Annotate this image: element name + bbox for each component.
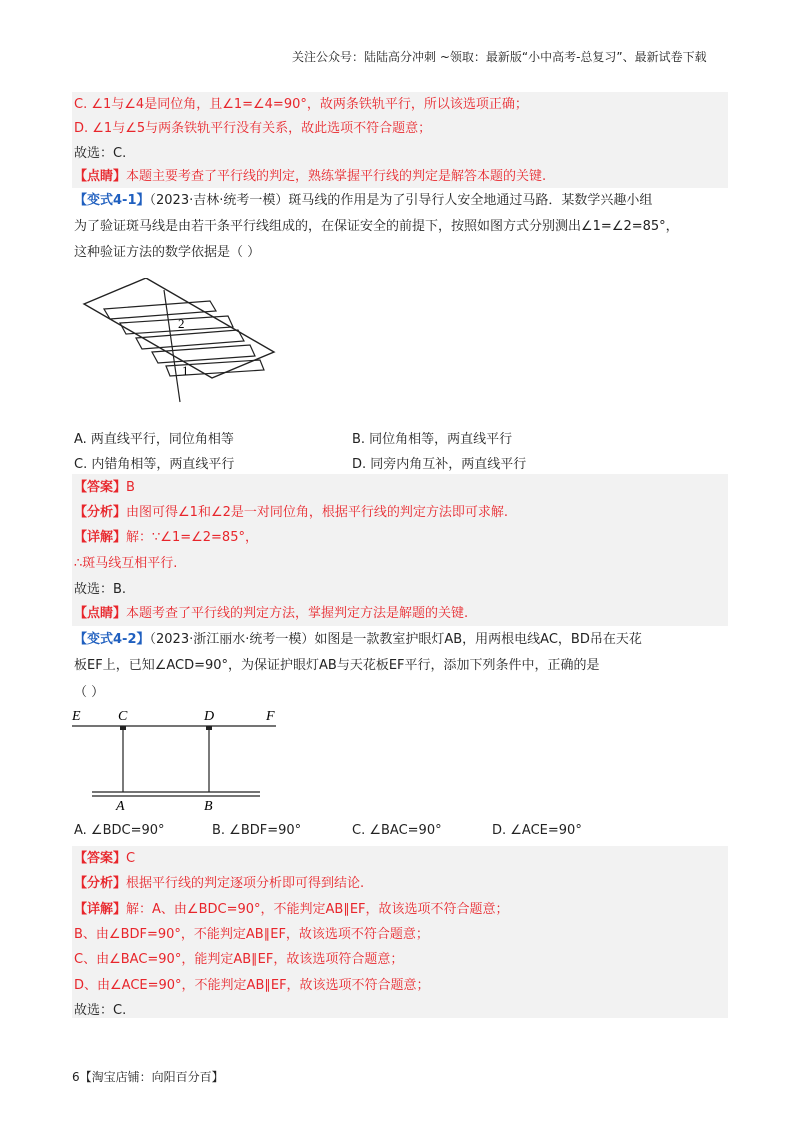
- point-b-label: B: [204, 799, 213, 814]
- q41-detail-1: 解：∵∠1=∠2=85°，: [126, 530, 258, 545]
- point-a-label: A: [116, 799, 125, 814]
- choice-line: 故选：C.: [74, 146, 127, 161]
- q41-analysis: 由图可得∠1和∠2是一对同位角，根据平行线的判定方法即可求解.: [126, 505, 508, 520]
- q41-point-line: [74, 605, 468, 623]
- q42-choice: 故选：C.: [74, 1003, 127, 1018]
- q42-answer-tag: 【答案】: [74, 851, 127, 866]
- q42-tag: 【变式4-2】: [74, 632, 150, 647]
- q41-text-2: 为了验证斑马线是由若干条平行线组成的，在保证安全的前提下，按照如图方式分别测出∠1=∠2=85°，: [74, 219, 679, 234]
- q41-detail-2: ∴斑马线互相平行.: [74, 556, 178, 571]
- q42-analysis: 根据平行线的判定逐项分析即可得到结论.: [126, 876, 365, 891]
- q41-analysis-line: [74, 504, 508, 522]
- q42-option-a: A. ∠BDC=90°: [74, 823, 165, 838]
- q41-option-c: C. 内错角相等，两直线平行: [74, 457, 235, 472]
- q42-detail-a: 解：A、由∠BDC=90°，不能判定AB∥EF，故该选项不符合题意；: [126, 902, 509, 917]
- q41-answer-tag: 【答案】: [74, 480, 127, 495]
- q42-text-2: 板EF上，已知∠ACD=90°，为保证护眼灯AB与天花板EF平行，添加下列条件中，正确的是: [74, 658, 600, 673]
- q42-option-d: D. ∠ACE=90°: [492, 823, 582, 838]
- q41-option-b: B. 同位角相等，两直线平行: [352, 432, 513, 447]
- q42-source: （2023·浙江丽水·统考一模）: [149, 632, 315, 647]
- q41-tag: 【变式4-1】: [74, 193, 150, 208]
- q42-detail-tag: 【详解】: [74, 902, 127, 917]
- q41-detail-tag: 【详解】: [74, 530, 127, 545]
- q42-analysis-line: [74, 875, 364, 893]
- page-footer: 6【淘宝店铺：向阳百分百】: [72, 1070, 224, 1084]
- q42-option-b: B. ∠BDF=90°: [212, 823, 302, 838]
- angle-1-label: 1: [182, 363, 189, 378]
- q42-detail-d: D、由∠ACE=90°，不能判定AB∥EF，故该选项不符合题意；: [74, 978, 430, 993]
- option-d-explanation: D. ∠1与∠5与两条铁轨平行没有关系，故此选项不符合题意；: [74, 121, 432, 136]
- solution-band-2: [72, 474, 728, 626]
- option-c-explanation: C. ∠1与∠4是同位角，且∠1=∠4=90°，故两条铁轨平行，所以该选项正确；: [74, 97, 528, 112]
- q41-source: （2023·吉林·统考一模）: [149, 193, 289, 208]
- point-text: 本题主要考查了平行线的判定，熟练掌握平行线的判定是解答本题的关键.: [126, 169, 547, 184]
- q41-line-1: [74, 192, 652, 210]
- q42-detail-line: [74, 901, 509, 919]
- q42-detail-b: B、由∠BDF=90°，不能判定AB∥EF，故该选项不符合题意；: [74, 927, 429, 942]
- q41-point-tag: 【点睛】: [74, 606, 127, 621]
- q42-text-1: 如图是一款教室护眼灯AB，用两根电线AC，BD吊在天花: [314, 632, 642, 647]
- point-e-label: E: [72, 709, 81, 724]
- q41-option-d: D. 同旁内角互补，两直线平行: [352, 457, 527, 472]
- q41-text-1: 斑马线的作用是为了引导行人安全地通过马路．某数学兴趣小组: [288, 193, 653, 208]
- q42-option-c: C. ∠BAC=90°: [352, 823, 442, 838]
- q42-analysis-tag: 【分析】: [74, 876, 127, 891]
- q42-detail-c: C、由∠BAC=90°，能判定AB∥EF，故该选项符合题意；: [74, 952, 404, 967]
- q42-line-1: [74, 631, 642, 649]
- q42-answer-line: [74, 850, 135, 868]
- q41-option-a: A. 两直线平行，同位角相等: [74, 432, 234, 447]
- lamp-figure: [66, 704, 286, 814]
- q41-analysis-tag: 【分析】: [74, 505, 127, 520]
- point-line: [74, 168, 546, 186]
- header-note: 关注公众号：陆陆高分冲刺 ~领取：最新版“小中高考-总复习”、最新试卷下载: [292, 50, 707, 64]
- q42-answer: C: [126, 851, 136, 866]
- point-f-label: F: [266, 709, 275, 724]
- point-d-label: D: [204, 709, 215, 724]
- q41-answer-line: [74, 479, 135, 497]
- point-tag: 【点睛】: [74, 169, 127, 184]
- zebra-crossing-figure: [78, 278, 278, 408]
- q41-answer: B: [126, 480, 135, 495]
- q42-text-3: （ ）: [74, 685, 105, 700]
- angle-2-label: 2: [178, 316, 185, 331]
- point-c-label: C: [118, 709, 128, 724]
- q41-text-3: 这种验证方法的数学依据是（ ）: [74, 245, 261, 260]
- q41-choice: 故选：B.: [74, 582, 127, 597]
- q41-point: 本题考查了平行线的判定方法，掌握判定方法是解题的关键.: [126, 606, 469, 621]
- q41-detail-line: [74, 529, 258, 547]
